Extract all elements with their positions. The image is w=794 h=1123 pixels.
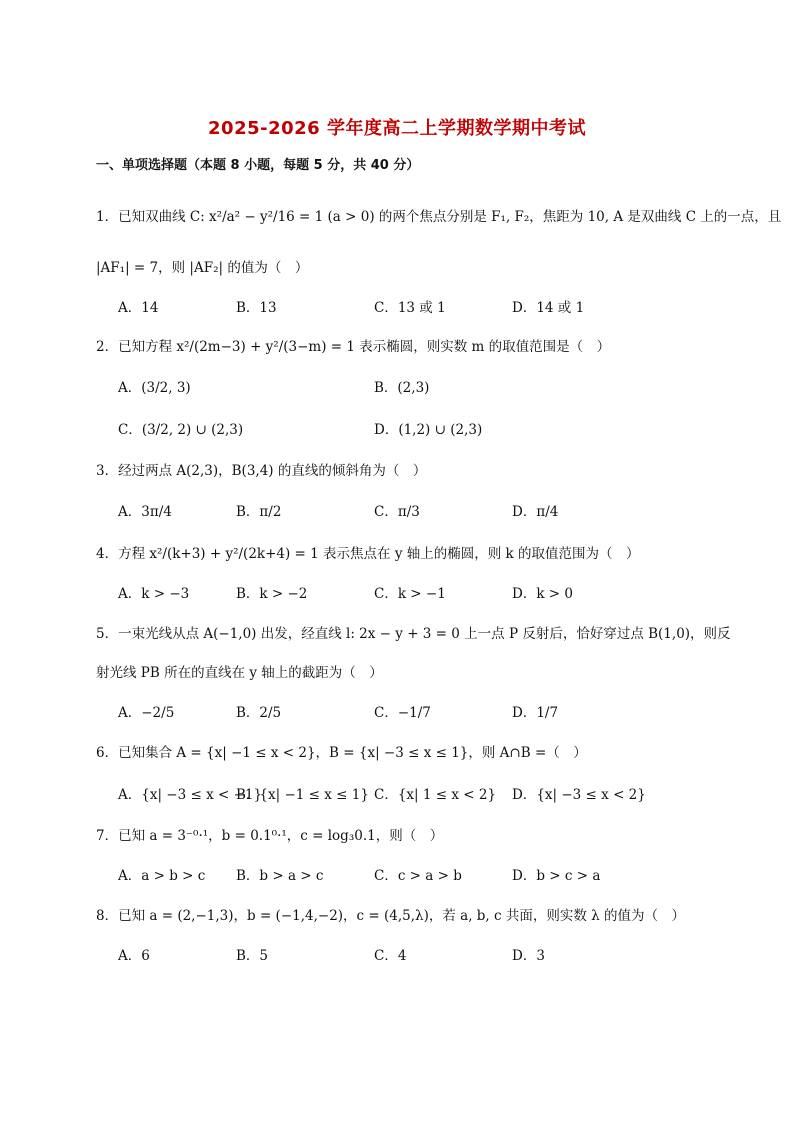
question-2-line-1: 2．已知方程 x²/(2m−3) + y²/(3−m) = 1 表示椭圆，则实数 m 的取值范围是（ ） [96,339,611,355]
question-5-line-2: 射光线 PB 所在的直线在 y 轴上的截距为（ ） [96,665,383,681]
q1-option-c: C．13 或 1 [374,300,446,316]
q4-option-c: C．k > −1 [374,586,446,602]
q8-option-a: A．6 [118,948,150,964]
q6-option-b: B．{x| −1 ≤ x ≤ 1} [236,787,369,803]
q2-option-c: C．(3/2, 2) ∪ (2,3) [118,422,244,438]
question-3-line-1: 3．经过两点 A(2,3)，B(3,4) 的直线的倾斜角为（ ） [96,463,427,479]
q3-option-d: D．π/4 [512,504,559,520]
q1-option-b: B．13 [236,300,277,316]
q1-option-d: D．14 或 1 [512,300,585,316]
q5-option-d: D．1/7 [512,705,559,721]
q8-option-c: C．4 [374,948,407,964]
q4-option-a: A．k > −3 [118,586,190,602]
q3-option-a: A．3π/4 [118,504,172,520]
q5-option-a: A．−2/5 [118,705,175,721]
q5-option-c: C．−1/7 [374,705,431,721]
q6-option-d: D．{x| −3 ≤ x < 2} [512,787,646,803]
question-6-line-1: 6．已知集合 A = {x| −1 ≤ x < 2}，B = {x| −3 ≤ x ≤ 1}，则 A∩B =（ ） [96,745,587,761]
q1-option-a: A．14 [118,300,159,316]
question-4-line-1: 4．方程 x²/(k+3) + y²/(2k+4) = 1 表示焦点在 y 轴上的椭圆，则 k 的取值范围为（ ） [96,546,640,562]
q6-option-a: A．{x| −3 ≤ x < −1} [118,787,263,803]
question-8-line-1: 8．已知 a = (2,−1,3)，b = (−1,4,−2)，c = (4,5,λ)，若 a, b, c 共面，则实数 λ 的值为（ ） [96,908,686,924]
q7-option-b: B．b > a > c [236,868,324,884]
q6-option-c: C．{x| 1 ≤ x < 2} [374,787,497,803]
question-1-line-2: |AF₁| = 7，则 |AF₂| 的值为（ ） [96,260,309,276]
q7-option-d: D．b > c > a [512,868,601,884]
section-heading: 一、单项选择题（本题 8 小题，每题 5 分，共 40 分） [96,158,420,173]
question-5-line-1: 5．一束光线从点 A(−1,0) 出发，经直线 l: 2x − y + 3 = 0 上一点 P 反射后，恰好穿过点 B(1,0)，则反 [96,626,731,642]
exam-title: 2025-2026 学年度高二上学期数学期中考试 [208,118,586,139]
q8-option-b: B．5 [236,948,269,964]
q3-option-b: B．π/2 [236,504,282,520]
q7-option-c: C．c > a > b [374,868,462,884]
q3-option-c: C．π/3 [374,504,420,520]
q7-option-a: A．a > b > c [118,868,206,884]
q2-option-a: A．(3/2, 3) [118,380,191,396]
q2-option-b: B．(2,3) [374,380,430,396]
q2-option-d: D．(1,2) ∪ (2,3) [374,422,483,438]
question-1-line-1: 1．已知双曲线 C: x²/a² − y²/16 = 1 (a > 0) 的两个焦点分别是 F₁, F₂，焦距为 10, A 是双曲线 C 上的一点，且 [96,209,782,225]
q4-option-d: D．k > 0 [512,586,573,602]
q4-option-b: B．k > −2 [236,586,308,602]
q8-option-d: D．3 [512,948,545,964]
q5-option-b: B．2/5 [236,705,282,721]
question-7-line-1: 7．已知 a = 3⁻⁰·¹，b = 0.1⁰·¹，c = log₃0.1，则（ ） [96,828,444,844]
